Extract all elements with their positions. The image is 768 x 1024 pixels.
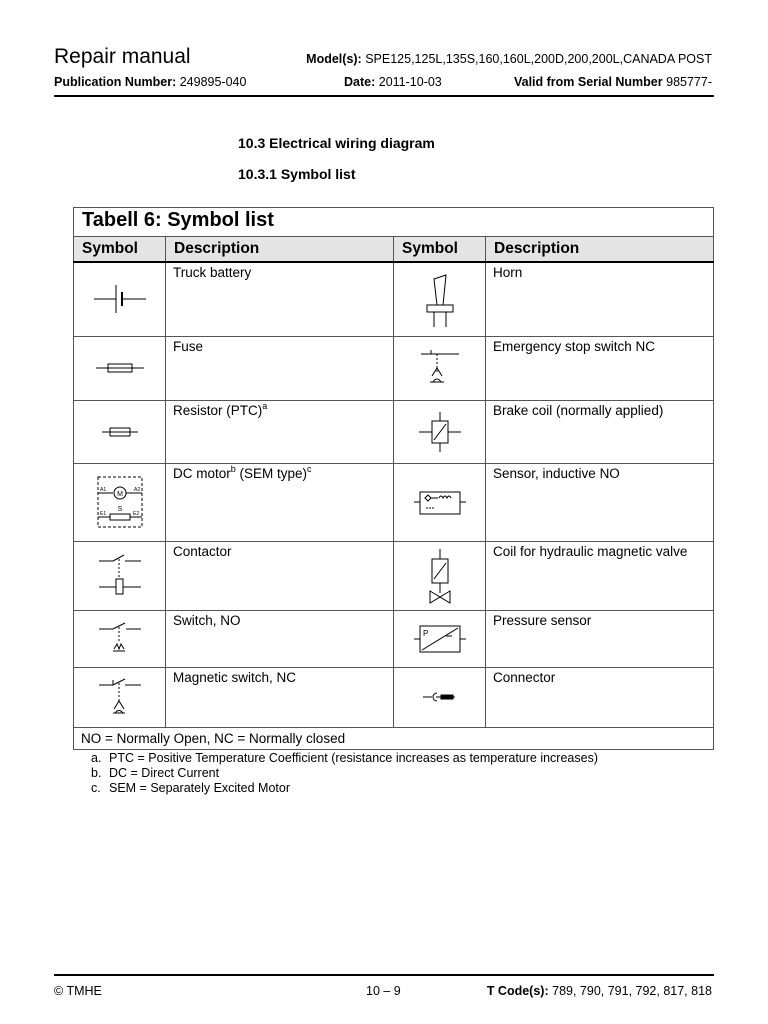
description-text: Contactor — [173, 543, 232, 559]
table-header-row — [74, 237, 714, 263]
table-row — [74, 262, 714, 336]
description-text: Truck battery — [173, 265, 252, 280]
table-note: NO = Normally Open, NC = Normally closed — [74, 727, 714, 749]
description-cell — [166, 541, 394, 610]
description-cell — [486, 541, 714, 610]
table-row — [74, 667, 714, 727]
description-text: Magnetic switch, NC — [173, 669, 297, 685]
description-cell — [486, 400, 714, 463]
description-cell — [166, 262, 394, 336]
tcode-label: T Code(s): — [486, 984, 549, 998]
dc-motor-icon — [95, 473, 145, 531]
footnote-ref-a: a — [262, 400, 268, 411]
symbol-cell — [74, 336, 166, 400]
section-title: 10.3 Electrical wiring diagram — [238, 135, 435, 151]
tcode-value: 789, 790, 791, 792, 817, 818 — [552, 984, 712, 998]
footnote-text: DC = Direct Current — [109, 766, 220, 780]
description-cell — [166, 610, 394, 667]
table-caption-row — [74, 208, 714, 237]
copyright: © TMHE — [54, 984, 102, 998]
resistor-ptc-icon — [90, 422, 150, 442]
date-value: 2011-10-03 — [378, 75, 442, 89]
valid-label: Valid from Serial Number — [513, 75, 663, 89]
motor-label-e1: E1 — [99, 511, 106, 517]
symbol-cell — [394, 610, 486, 667]
description-text: Fuse — [173, 338, 204, 354]
symbol-cell — [74, 667, 166, 727]
models-line — [306, 52, 712, 66]
symbol-cell — [74, 541, 166, 610]
col-header-description: Description — [166, 237, 394, 263]
footnote-ref-c: c — [307, 463, 312, 474]
connector-icon — [415, 687, 465, 707]
pressure-label-p: P — [422, 628, 428, 638]
motor-label-m: M — [116, 491, 123, 498]
description-cell — [486, 262, 714, 336]
table-note-row — [74, 727, 714, 749]
page-footer — [54, 984, 712, 1000]
footnotes — [91, 751, 598, 796]
symbol-cell — [394, 262, 486, 336]
publication-value: 249895-040 — [179, 75, 247, 89]
symbol-cell — [74, 400, 166, 463]
truck-battery-icon — [90, 279, 150, 319]
description-text: Resistor (PTC) — [173, 402, 263, 418]
header-info-row — [54, 75, 712, 91]
symbol-cell — [394, 463, 486, 541]
footnote-c — [91, 781, 598, 796]
footnote-text: SEM = Separately Excited Motor — [109, 781, 290, 795]
table-caption: Tabell 6: Symbol list — [74, 208, 714, 237]
motor-label-s: S — [117, 506, 122, 513]
valid-value: 985777- — [666, 75, 712, 89]
description-text: Coil for hydraulic magnetic valve — [493, 543, 688, 559]
symbol-cell — [74, 463, 166, 541]
header-rule — [54, 95, 714, 97]
publication-date — [344, 75, 442, 89]
pressure-sensor-icon — [412, 619, 468, 659]
description-cell — [166, 336, 394, 400]
footnote-key: a. — [91, 751, 102, 765]
footnote-a — [91, 751, 598, 766]
col-header-symbol-2: Symbol — [394, 237, 486, 263]
description-cell — [166, 667, 394, 727]
horn-icon — [420, 269, 460, 329]
description-text: Emergency stop switch NC — [493, 338, 656, 354]
footnote-key: c. — [91, 781, 101, 795]
t-codes — [487, 984, 712, 998]
symbol-cell — [394, 667, 486, 727]
description-cell — [486, 610, 714, 667]
footnote-key: b. — [91, 766, 102, 780]
symbol-cell — [394, 400, 486, 463]
description-text: Switch, NO — [173, 612, 241, 628]
motor-label-e2: E2 — [132, 511, 139, 517]
symbol-table — [73, 207, 714, 750]
publication-number — [54, 75, 246, 89]
models-value: SPE125,125L,135S,160,160L,200D,200,200L,CANADA POST — [365, 52, 712, 66]
symbol-cell — [394, 336, 486, 400]
footnote-ref-b: b — [230, 463, 236, 474]
description-text: Connector — [493, 669, 556, 685]
description-cell — [166, 400, 394, 463]
col-header-symbol: Symbol — [74, 237, 166, 263]
brake-coil-icon — [415, 410, 465, 454]
subsection-title: 10.3.1 Symbol list — [238, 166, 356, 182]
description-text: Sensor, inductive NO — [493, 465, 620, 481]
motor-label-a2: A2 — [133, 487, 140, 493]
models-label: Model(s): — [306, 52, 362, 66]
hydraulic-valve-coil-icon — [420, 547, 460, 605]
page-number: 10 – 9 — [366, 984, 401, 998]
footnote-b — [91, 766, 598, 781]
publication-label: Publication Number: — [54, 75, 177, 89]
description-text: Pressure sensor — [493, 612, 592, 628]
symbol-cell — [394, 541, 486, 610]
magnetic-switch-nc-icon — [95, 675, 145, 719]
description-text-2: (SEM type) — [235, 465, 308, 481]
footnote-text: PTC = Positive Temperature Coefficient (resistance increases as temperature increases) — [109, 751, 598, 765]
description-cell — [486, 667, 714, 727]
table-row — [74, 541, 714, 610]
contactor-icon — [95, 549, 145, 603]
inductive-sensor-icon — [412, 482, 468, 522]
fuse-icon — [90, 358, 150, 378]
description-cell — [486, 463, 714, 541]
symbol-cell — [74, 610, 166, 667]
date-label: Date: — [344, 75, 376, 89]
table-row — [74, 400, 714, 463]
table-row — [74, 610, 714, 667]
emergency-stop-switch-icon — [415, 346, 465, 390]
manual-title: Repair manual — [54, 45, 191, 68]
description-text: Brake coil (normally applied) — [493, 402, 664, 418]
valid-serial — [514, 75, 712, 89]
description-text: DC motor — [173, 465, 231, 481]
table-row — [74, 336, 714, 400]
switch-no-icon — [95, 619, 145, 659]
symbol-cell — [74, 262, 166, 336]
footer-rule — [54, 974, 714, 976]
motor-label-a1: A1 — [99, 487, 106, 493]
table-row — [74, 463, 714, 541]
description-cell — [486, 336, 714, 400]
description-text: Horn — [493, 265, 523, 280]
description-cell — [166, 463, 394, 541]
col-header-description-2: Description — [486, 237, 714, 263]
